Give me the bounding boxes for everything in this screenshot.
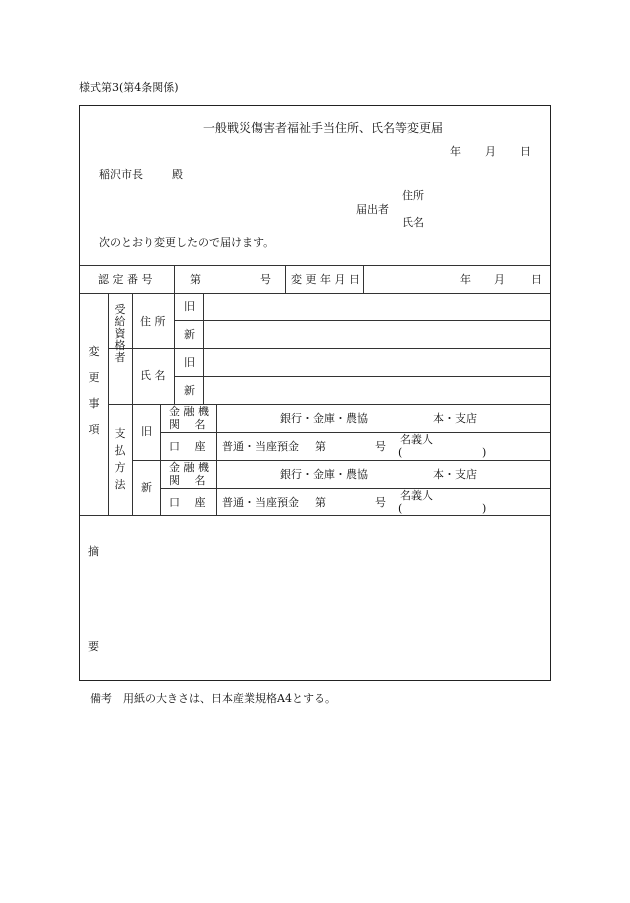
change-date-year: 年 — [460, 273, 471, 286]
old-holder-paren-close: ) — [482, 446, 487, 459]
name-new-label: 新 — [184, 384, 195, 397]
header-date-year: 年 — [450, 145, 461, 158]
payment-method-label: 支 払 方 法 — [114, 427, 126, 492]
remarks-label-top: 摘 — [88, 545, 99, 558]
cert-number-label: 認 定 番 号 — [98, 273, 153, 286]
old-account-types: 普通・当座預金 — [222, 440, 299, 453]
new-bank-label: 金 融 機 関 名 — [169, 461, 209, 487]
old-account-dai: 第 — [315, 440, 326, 453]
change-date-month: 月 — [494, 273, 505, 286]
new-holder-paren-close: ) — [482, 502, 487, 515]
honorific: 殿 — [172, 168, 183, 181]
old-bank-types: 銀行・金庫・農協 — [280, 412, 368, 425]
old-holder-label: 名義人 — [400, 433, 433, 446]
statement: 次のとおり変更したので届けます。 — [99, 236, 275, 249]
form-title: 一般戦災傷害者福祉手当住所、氏名等変更届 — [203, 121, 444, 135]
new-account-types: 普通・当座預金 — [222, 496, 299, 509]
address-label: 住所 — [402, 189, 424, 202]
addressee: 稲沢市長 — [99, 168, 143, 181]
name-old-label: 旧 — [184, 356, 195, 369]
new-bank-types: 銀行・金庫・農協 — [280, 468, 368, 481]
form-table — [79, 105, 551, 681]
old-branch-types: 本・支店 — [433, 412, 477, 425]
new-holder-paren-open: ( — [398, 502, 403, 515]
old-bank-label: 金 融 機 関 名 — [169, 405, 209, 431]
change-date-label: 変 更 年 月 日 — [291, 273, 360, 286]
footnote: 備考 用紙の大きさは、日本産業規格A4とする。 — [90, 692, 336, 705]
remarks-label-bottom: 要 — [88, 640, 99, 653]
old-account-label: 口 座 — [169, 440, 206, 453]
cert-go: 号 — [260, 273, 271, 286]
change-date-day: 日 — [531, 273, 542, 286]
applicant-label: 届出者 — [356, 203, 389, 216]
recipient-address-label: 住 所 — [140, 315, 166, 328]
new-holder-label: 名義人 — [400, 489, 433, 502]
header-date-day: 日 — [520, 145, 531, 158]
old-holder-paren-open: ( — [398, 446, 403, 459]
form-number-label: 様式第3(第4条関係) — [79, 81, 179, 94]
name-label: 氏名 — [402, 216, 424, 229]
address-old-label: 旧 — [184, 300, 195, 313]
address-new-label: 新 — [184, 328, 195, 341]
cert-dai: 第 — [190, 273, 201, 286]
payment-old-label: 旧 — [141, 425, 152, 438]
recipient-label: 受 給 資 格 者 — [114, 303, 126, 365]
payment-new-label: 新 — [141, 481, 152, 494]
new-account-go: 号 — [375, 496, 386, 509]
new-account-label: 口 座 — [169, 496, 206, 509]
old-account-go: 号 — [375, 440, 386, 453]
change-items-label: 変 更 事 項 — [88, 345, 100, 437]
header-date-month: 月 — [485, 145, 496, 158]
new-branch-types: 本・支店 — [433, 468, 477, 481]
recipient-name-label: 氏 名 — [140, 369, 166, 382]
new-account-dai: 第 — [315, 496, 326, 509]
